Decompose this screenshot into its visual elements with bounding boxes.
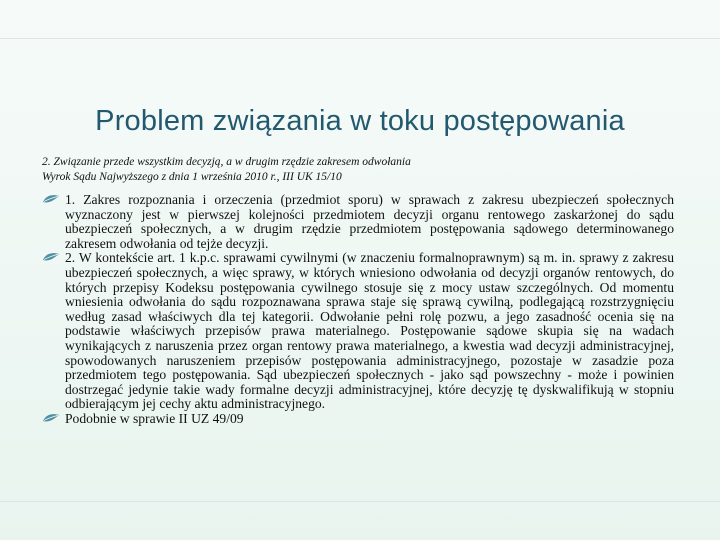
slide-subtitle bbox=[42, 155, 682, 185]
list-item bbox=[42, 251, 674, 412]
subtitle-line-1: 2. Związanie przede wszystkim decyzją, a w drugim rzędzie zakresem odwołania bbox=[42, 156, 411, 168]
list-item bbox=[42, 412, 674, 427]
leaf-bullet-icon bbox=[42, 413, 60, 425]
bullet-list bbox=[42, 193, 674, 427]
leaf-bullet-icon bbox=[42, 252, 60, 264]
frame-line-top bbox=[0, 38, 720, 39]
subtitle-line-2: Wyrok Sądu Najwyższego z dnia 1 września 2010 r., III UK 15/10 bbox=[42, 171, 342, 183]
frame-line-bottom bbox=[0, 501, 720, 502]
list-item-text: Podobnie w sprawie II UZ 49/09 bbox=[65, 410, 244, 426]
list-item-text: 2. W kontekście art. 1 k.p.c. sprawami cywilnymi (w znaczeniu formalnoprawnym) są m. in. sprawy z zakresu ubezpieczeń społecznych, a więc sprawy, w których wniesiono odwołania od decyzji organów rentowych, do których przepisy Kodeksu postępowania cywilnego stosuje się z mocy ustaw szczególnych. Od momentu wniesienia odwołania do sądu rozpoznawana sprawa staje się sprawą cywilną, podlegającą rozstrzygnięciu według zasad właściwych dla tej kategorii. Odwołanie pełni rolę pozwu, a jego zasadność ocenia się na podstawie właściwych przepisów prawa materialnego. Postępowanie sądowe skupia się na wadach wynikających z naruszenia przez organ rentowy prawa materialnego, a kwestia wad decyzji administracyjnej, spowodowanych naruszeniem przepisów postępowania administracyjnego, pozostaje w zasadzie poza przedmiotem tego postępowania. Sąd ubezpieczeń społecznych - jako sąd powszechny - może i powinien dostrzegać jedynie takie wady formalne decyzji administracyjnej, które decyzję tę dyskwalifikują w stopniu odbierającym jej cechy aktu administracyjnego. bbox=[65, 250, 674, 412]
list-item-text: 1. Zakres rozpoznania i orzeczenia (przedmiot sporu) w sprawach z zakresu ubezpieczeń społecznych wyznaczony jest w pierwszej kolejności przedmiotem decyzji organu rentowego zaskarżonej do sądu ubezpieczeń społecznych, a w drugim rzędzie przedmiotem postępowania sądowego determinowanego zakresem odwołania od tejże decyzji. bbox=[65, 192, 674, 251]
leaf-bullet-icon bbox=[42, 194, 60, 206]
slide-title: Problem związania w toku postępowania bbox=[95, 105, 625, 137]
list-item bbox=[42, 193, 674, 251]
